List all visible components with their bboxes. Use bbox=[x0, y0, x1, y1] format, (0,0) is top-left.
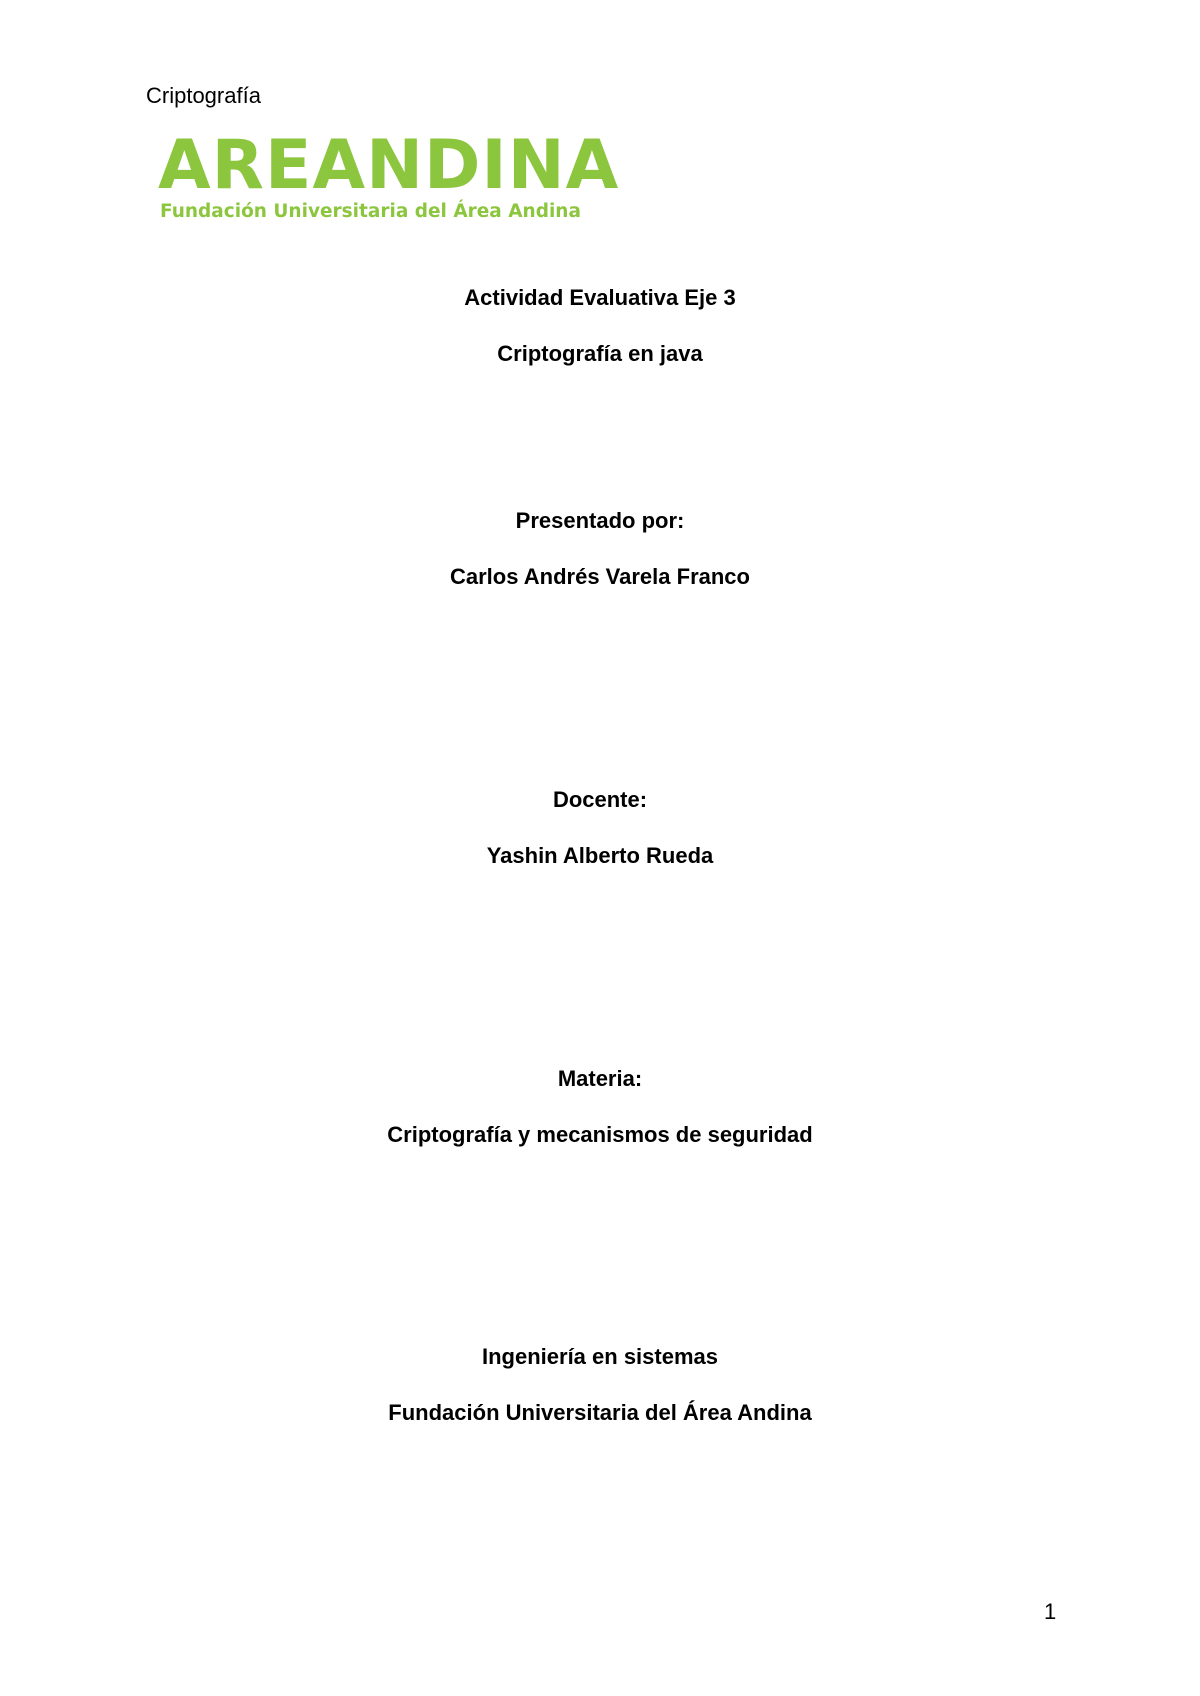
institution-name: Fundación Universitaria del Área Andina bbox=[388, 1400, 812, 1425]
program-name: Ingeniería en sistemas bbox=[482, 1344, 718, 1369]
activity-title: Actividad Evaluativa Eje 3 bbox=[464, 285, 736, 310]
author-name: Carlos Andrés Varela Franco bbox=[450, 564, 750, 589]
running-header: Criptografía bbox=[146, 83, 261, 108]
subject-label: Materia: bbox=[557, 1066, 643, 1091]
logo-wordmark: AREANDINA bbox=[158, 126, 620, 205]
presented-by-label: Presentado por: bbox=[515, 508, 685, 533]
logo-subtitle: Fundación Universitaria del Área Andina bbox=[160, 201, 581, 222]
teacher-label: Docente: bbox=[552, 787, 648, 812]
areandina-logo bbox=[158, 126, 620, 224]
teacher-name: Yashin Alberto Rueda bbox=[486, 843, 714, 868]
document-title: Criptografía en java bbox=[497, 341, 703, 366]
page-number: 1 bbox=[1044, 1599, 1057, 1624]
subject-name: Criptografía y mecanismos de seguridad bbox=[387, 1122, 813, 1147]
